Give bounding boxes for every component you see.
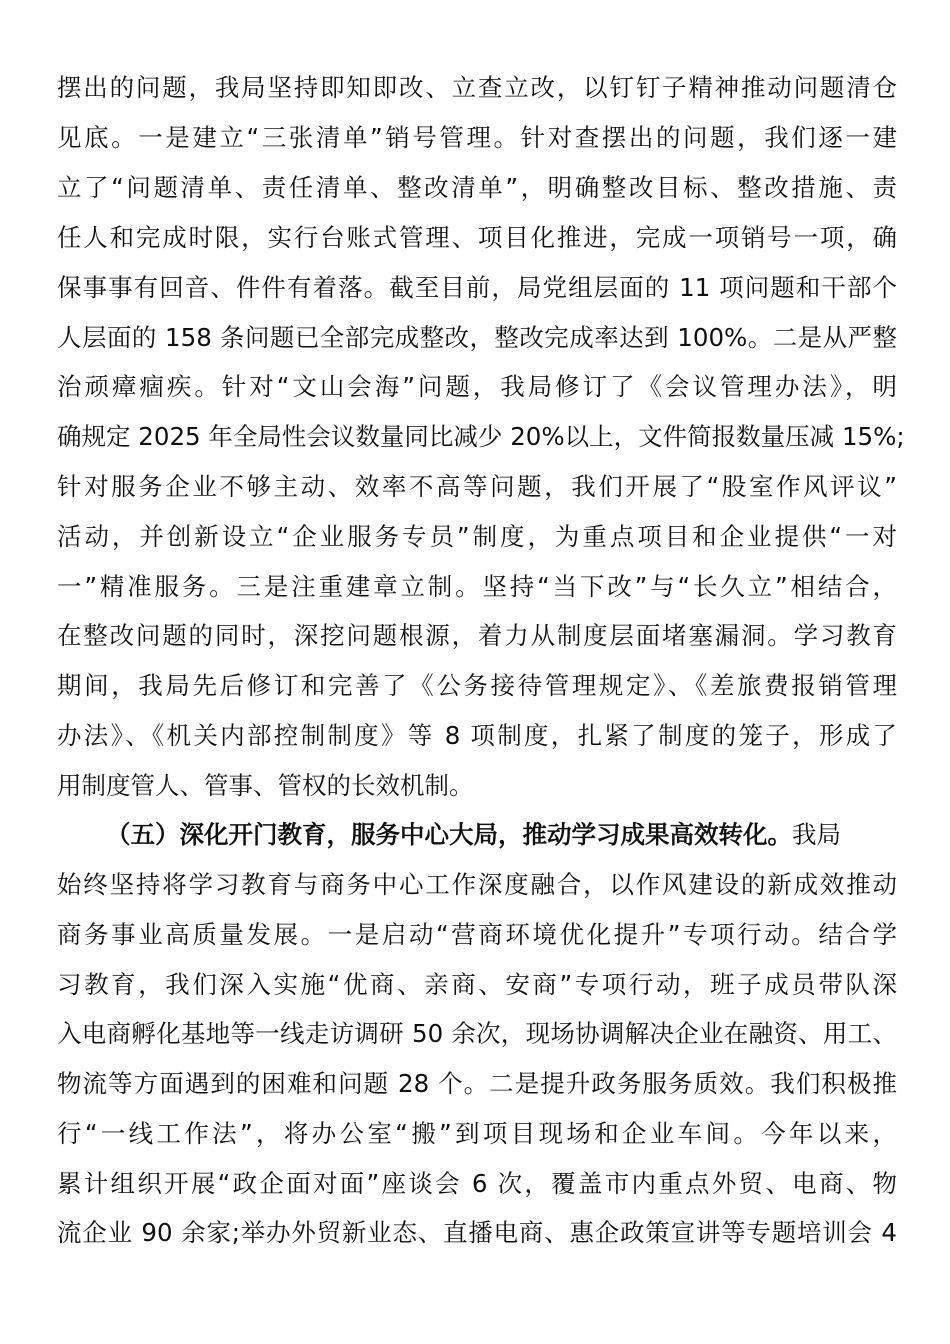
paragraph-line: 确规定 2025 年全局性会议数量同比减少 20%以上，文件简报数量压减 15%; [57, 422, 905, 451]
paragraph-line: 入电商孵化基地等一线走访调研 50 余次，现场协调解决企业在融资、用工、 [57, 1019, 897, 1048]
section-heading: （五）深化开门教育，服务中心大局，推动学习成果高效转化。 [106, 820, 792, 849]
paragraph-line: 习教育，我们深入实施“优商、亲商、安商”专项行动，班子成员带队深 [57, 970, 897, 999]
paragraph-line: 在整改问题的同时，深挖问题根源，着力从制度层面堵塞漏洞。学习教育 [57, 621, 897, 650]
paragraph-line: 始终坚持将学习教育与商务中心工作深度融合，以作风建设的新成效推动 [57, 870, 897, 899]
paragraph-line: 立了“问题清单、责任清单、整改清单”，明确整改目标、整改措施、责 [57, 173, 897, 202]
paragraph-line: 期间，我局先后修订和完善了《公务接待管理规定》、《差旅费报销管理 [57, 671, 897, 700]
paragraph-line: 流企业 90 余家;举办外贸新业态、直播电商、惠企政策宣讲等专题培训会 4 [57, 1218, 897, 1247]
paragraph-line: 物流等方面遇到的困难和问题 28 个。二是提升政务服务质效。我们积极推 [57, 1069, 897, 1098]
paragraph-line: 一”精准服务。三是注重建章立制。坚持“当下改”与“长久立”相结合， [57, 572, 897, 601]
paragraph-line: 见底。一是建立“三张清单”销号管理。针对查摆出的问题，我们逐一建 [57, 123, 897, 152]
paragraph-line: 针对服务企业不够主动、效率不高等问题，我们开展了“股室作风评议” [57, 472, 897, 501]
paragraph-line: 累计组织开展“政企面对面”座谈会 6 次，覆盖市内重点外贸、电商、物 [57, 1169, 897, 1198]
section-heading-tail: 我局 [792, 820, 841, 849]
section-heading-line [106, 815, 897, 855]
paragraph-line: 办法》、《机关内部控制制度》等 8 项制度，扎紧了制度的笼子，形成了 [57, 721, 897, 750]
paragraph-line: 商务事业高质量发展。一是启动“营商环境优化提升”专项行动。结合学 [57, 920, 897, 949]
paragraph-line: 治顽瘴痼疾。针对“文山会海”问题，我局修订了《会议管理办法》，明 [57, 372, 897, 401]
paragraph-line: 行“一线工作法”，将办公室“搬”到项目现场和企业车间。今年以来， [57, 1119, 897, 1148]
paragraph-line: 活动，并创新设立“企业服务专员”制度，为重点项目和企业提供“一对 [57, 522, 897, 551]
paragraph-line: 保事事有回音、件件有着落。截至目前，局党组层面的 11 项问题和干部个 [57, 273, 897, 302]
paragraph-line-last: 用制度管人、管事、管权的长效机制。 [57, 771, 474, 800]
paragraph-line: 人层面的 158 条问题已全部完成整改，整改完成率达到 100%。二是从严整 [57, 323, 897, 352]
paragraph-line: 摆出的问题，我局坚持即知即改、立查立改，以钉钉子精神推动问题清仓 [57, 73, 897, 102]
paragraph-line: 任人和完成时限，实行台账式管理、项目化推进，完成一项销号一项，确 [57, 223, 897, 252]
